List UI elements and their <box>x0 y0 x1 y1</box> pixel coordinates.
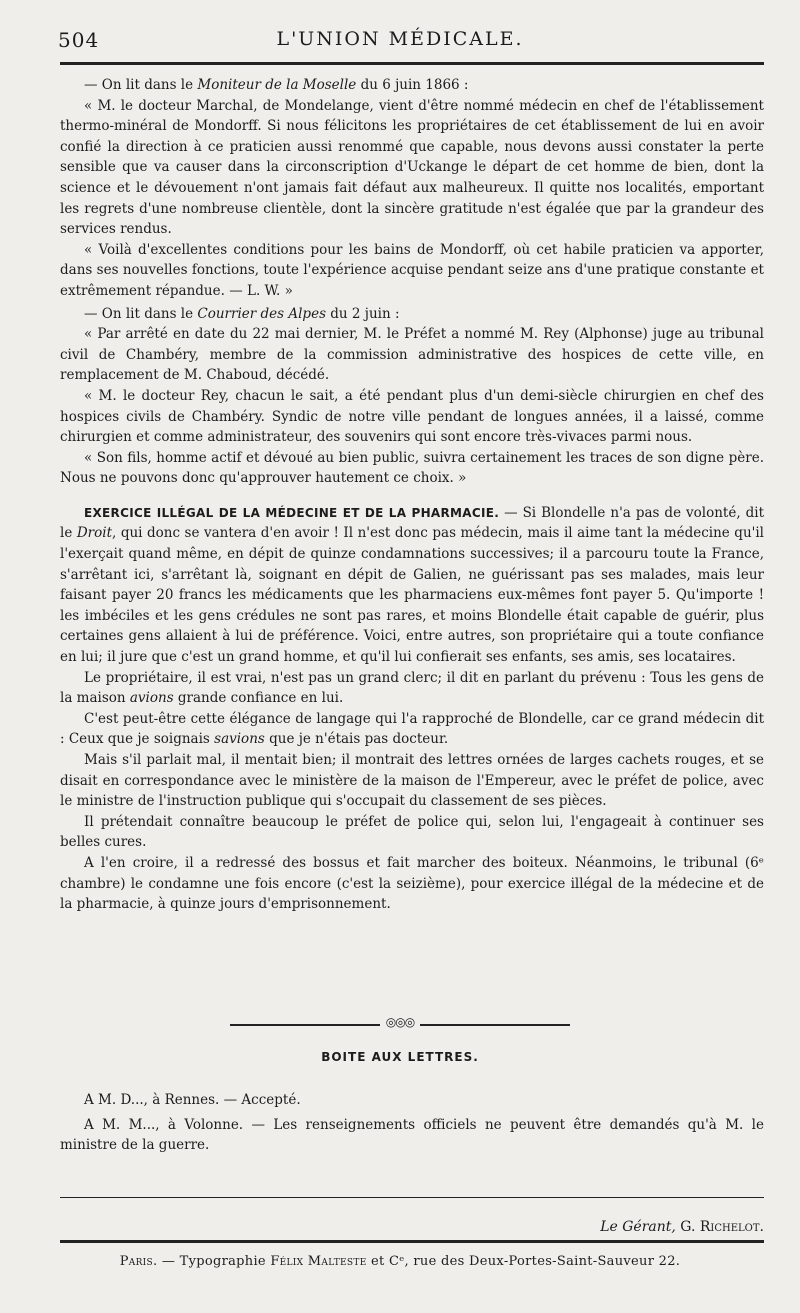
paragraph: Il prétendait connaître beaucoup le préfet de police qui, selon lui, l'engageait à continuer ses belles cures. <box>60 813 764 851</box>
paragraph: — On lit dans le Moniteur de la Moselle du 6 juin 1866 : <box>84 77 469 93</box>
paragraph: Le propriétaire, il est vrai, n'est pas un grand clerc; il dit en parlant du prévenu : Tous les gens de la maison avions grande confiance en lui. <box>60 669 764 707</box>
imprint-line: Paris. — Typographie Félix Malteste et Cᵉ, rue des Deux-Portes-Saint-Sauveur 22. <box>119 1254 681 1269</box>
gerant-signature: Le Gérant, G. Richelot. <box>600 1219 764 1235</box>
paragraph: « Son fils, homme actif et dévoué au bien public, suivra certainement les traces de son digne père. Nous ne pouvons donc qu'approuver hautement ce choix. » <box>60 449 764 487</box>
footer-rule <box>60 1197 764 1198</box>
paragraph: « M. le docteur Marchal, de Mondelange, vient d'être nommé médecin en chef de l'établissement thermo-minéral de Mondorff. Si nous félicitons les propriétaires de cet établissement de lui en avoir confié la direction à ce praticien aussi renommé que capable, nous devons aussi constater la perte sensible que va causer dans la circonscription d'Uckange le départ de cet homme de bien, dont la science et le dévouement n'ont jamais fait défaut aux malheureux. Il quitte nos localités, emportant les regrets d'une nombreuse clientèle, dont la sincère gratitude n'est égalée que par la grandeur des services rendus. <box>60 97 764 238</box>
paragraph: « M. le docteur Rey, chacun le sait, a été pendant plus d'un demi-siècle chirurgien en chef des hospices civils de Chambéry. Syndic de notre ville pendant de longues années, il a laissé, comme chirurgien et comme administrateur, des souvenirs qui sont encore très-vivaces parmi nous. <box>60 387 764 446</box>
letters-section <box>60 1090 764 1156</box>
paragraph: « Par arrêté en date du 22 mai dernier, M. le Préfet a nommé M. Rey (Alphonse) juge au tribunal civil de Chambéry, membre de la commission administrative des hospices de cette ville, en remplacement de M. Chaboud, décédé. <box>60 326 764 384</box>
page-number: 504 <box>58 28 100 52</box>
letter-entry: A M. M..., à Volonne. — Les renseignements officiels ne peuvent être demandés qu'à M. le ministre de la guerre. <box>60 1116 764 1154</box>
section-heading: EXERCICE ILLÉGAL DE LA MÉDECINE ET DE LA PHARMACIE. <box>84 505 500 520</box>
paragraph: A l'en croire, il a redressé des bossus et fait marcher des boiteux. Néanmoins, le tribunal (6ᵉ chambre) le condamne une fois encore (c'est la seizième), pour exercice illégal de la médecine et de la pharmacie, à quinze jours d'emprisonnement. <box>60 854 764 913</box>
letter-entry: A M. D..., à Rennes. — Accepté. <box>84 1092 301 1108</box>
paragraph: « Voilà d'excellentes conditions pour les bains de Mondorff, où cet habile praticien va apporter, dans ses nouvelles fonctions, toute l'expérience acquise pendant seize ans d'une pratique constante et extrêmement répandue. — L. W. » <box>60 241 764 299</box>
article-body <box>60 75 764 915</box>
running-title: L'UNION MÉDICALE. <box>276 28 524 50</box>
page-header <box>0 28 800 58</box>
paragraph: — On lit dans le Courrier des Alpes du 2 juin : <box>84 305 400 322</box>
footer-rule <box>60 1240 764 1243</box>
paragraph: C'est peut-être cette élégance de langage qui l'a rapproché de Blondelle, car ce grand médecin dit : Ceux que je soignais savions que je n'étais pas docteur. <box>60 710 764 748</box>
header-rule <box>60 62 764 65</box>
ornamental-divider <box>230 1015 570 1032</box>
paragraph: Mais s'il parlait mal, il mentait bien; il montrait des lettres ornées de larges cachets rouges, et se disait en correspondance avec le ministère de la maison de l'Empereur, avec le préfet de police, avec le ministre de l'instruction publique qui s'occupait du classement de ses pièces. <box>60 752 764 810</box>
section-heading: BOITE AUX LETTRES. <box>321 1050 479 1064</box>
paragraph: EXERCICE ILLÉGAL DE LA MÉDECINE ET DE LA PHARMACIE. — Si Blondelle n'a pas de volonté, dit le Droit, qui donc se vantera d'en avoir ! Il n'est donc pas médecin, mais il aime tant la médecine qu'il l'exerçait quand même, en dépit de quinze condamnations successives; il a parcouru toute la France, s'arrêtant ici, s'arrêtant là, soignant en dépit de Galien, ne guérissant pas ses malades, mais leur faisant payer 20 francs les médicaments que les pharmaciens eux-mêmes font payer 5. Qu'importe ! les imbéciles et les gens crédules ne sont pas rares, et moins Blondelle était capable de guérir, plus certaines gens allaient à lui de préférence. Voici, entre autres, son propriétaire qui a toute confiance en lui; il jure que c'est un grand homme, et qu'il lui confierait ses enfants, ses amis, ses locataires. <box>60 504 764 666</box>
ornament-icon: ◎◎◎ <box>385 1015 415 1029</box>
